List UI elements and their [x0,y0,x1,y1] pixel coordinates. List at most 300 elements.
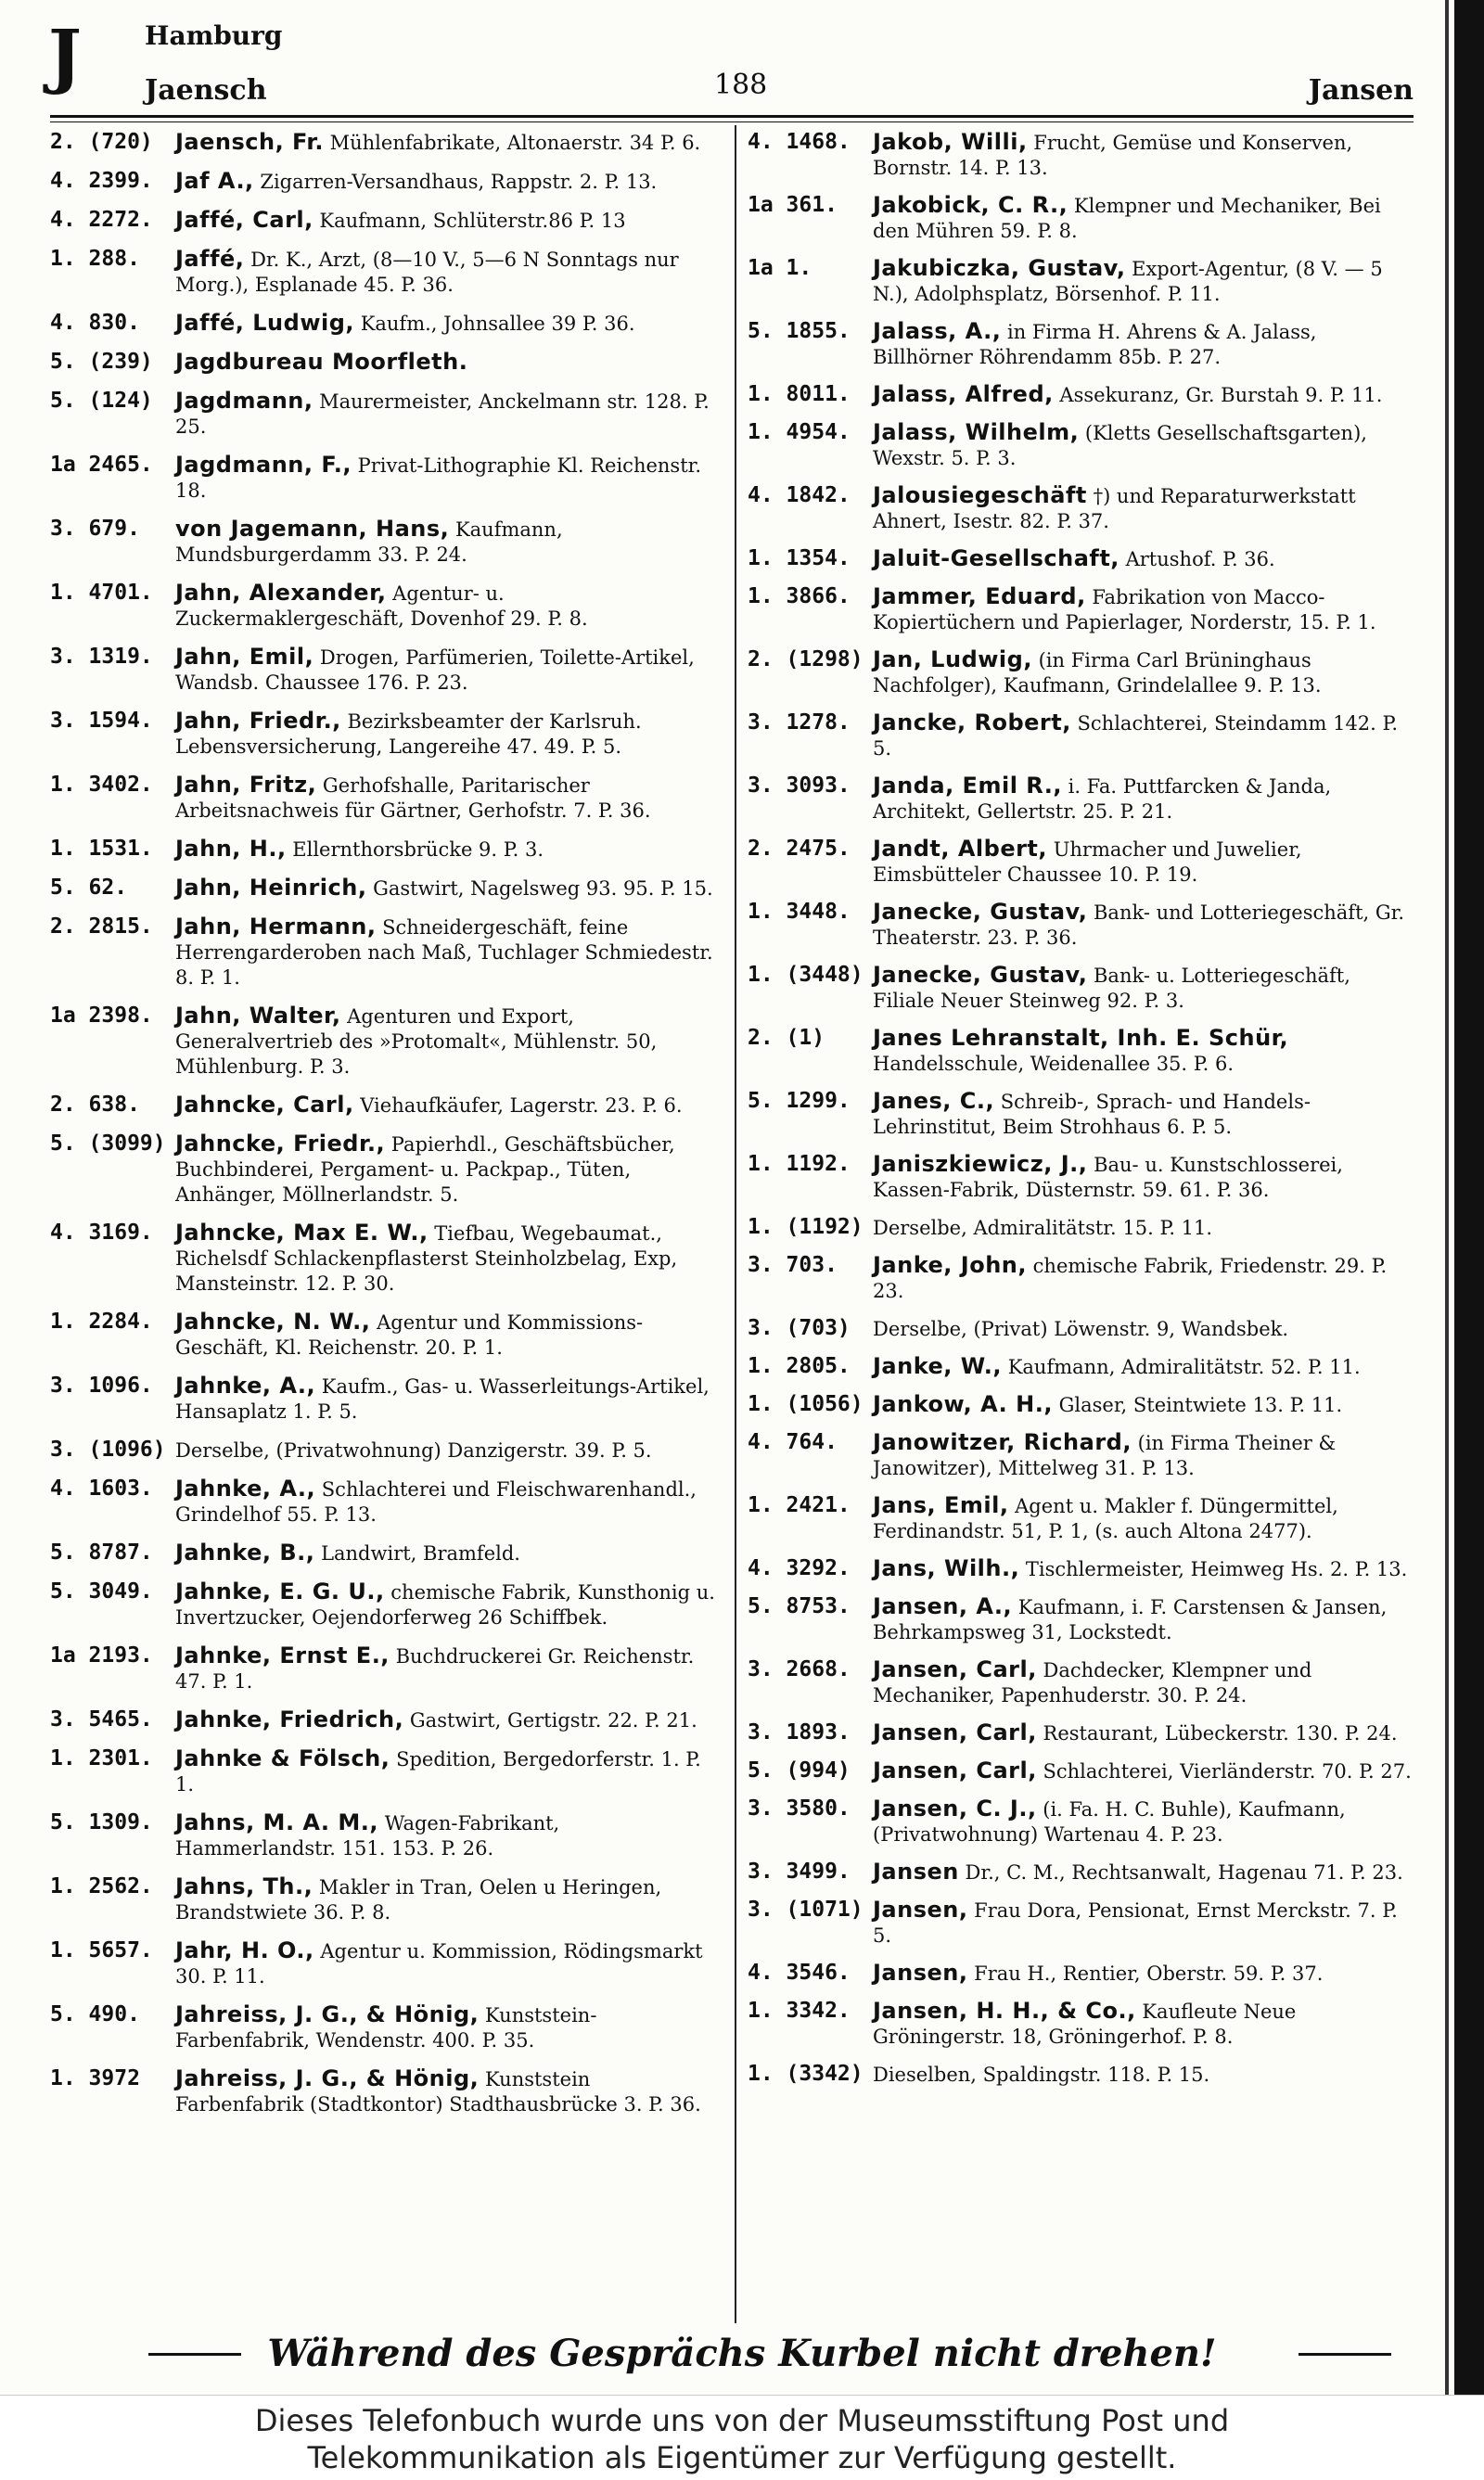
entry-name: Jahn, Heinrich, [175,875,367,901]
entry-details: Uhrmacher und Juwelier, Eimsbütteler Chaussee 10. P. 19. [873,838,1302,886]
entry-text [873,382,1415,408]
phone-number: 5. 3049. [50,1579,153,1604]
entry-details: Derselbe, Admiralitätstr. 15. P. 11. [873,1217,1213,1239]
entry-details: Agentur und Kommissions-Geschäft, Kl. Reichenstr. 20. P. 1. [175,1311,644,1359]
header-rule-thin [50,121,1414,122]
directory-entry [50,1476,718,1528]
phone-number: 5. 1309. [50,1810,153,1834]
entry-name: Jahr, H. O., [175,1937,314,1963]
directory-entry [50,350,718,376]
directory-entry [748,1961,1415,1987]
entry-text [873,837,1415,888]
entry-details: Makler in Tran, Oelen u Heringen, Brandstwiete 36. P. 8. [175,1876,662,1924]
phone-number: 5. (994) [748,1758,851,1783]
entry-name: Jaluit-Gesellschaft, [873,545,1119,571]
entry-name: Jagdmann, F., [175,452,352,478]
entry-text [175,1746,718,1797]
directory-entry [748,1657,1415,1708]
entry-text [175,389,718,440]
directory-entry [748,1152,1415,1203]
directory-entry [50,1810,718,1861]
entry-name: Janowitzer, Richard, [873,1429,1132,1455]
entry-name: Jahns, Th., [175,1873,313,1899]
entry-name: Jahn, Friedr., [175,708,341,734]
entry-name: Jans, Emil, [873,1492,1009,1518]
phone-number: 5. 1855. [748,319,851,343]
entry-name: Jahreiss, J. G., & Hönig, [175,2065,480,2091]
directory-entry [748,2062,1415,2088]
directory-entry [748,1253,1415,1304]
directory-entry [748,256,1415,307]
directory-entry [748,1758,1415,1784]
entry-text [873,1354,1415,1380]
phone-number: 1a 2398. [50,1004,153,1028]
phone-number: 1a 1. [748,256,812,280]
entry-text [175,311,718,337]
entry-name: Jalass, Alfred, [873,381,1054,407]
entry-details: chemische Fabrik, Friedenstr. 29. P. 23. [873,1255,1388,1302]
phone-number: 3. 3499. [748,1860,851,1884]
entry-details: (Kletts Gesellschaftsgarten), Wexstr. 5. P. 3. [873,422,1367,469]
entry-text [873,1999,1415,2050]
phone-number: 3. 2668. [748,1657,851,1681]
entry-text [873,1961,1415,1987]
directory-entry [50,645,718,696]
entry-details: Ellernthorsbrücke 9. P. 3. [286,838,544,861]
entry-name: Jakubiczka, Gustav, [873,255,1126,281]
directory-entry [50,1643,718,1694]
entry-text [873,1796,1415,1847]
phone-number: 1. 3448. [748,900,851,924]
phone-number: 3. 5465. [50,1707,153,1732]
directory-entry [50,311,718,337]
entry-name: Jahnke, B., [175,1540,315,1566]
phone-number: 1. 2562. [50,1874,153,1898]
entry-name: Jalass, Wilhelm, [873,419,1080,445]
directory-entry [748,837,1415,888]
entry-text [175,1643,718,1694]
entry-details: Kunststein Farbenfabrik (Stadtkontor) Stadthausbrücke 3. P. 36. [175,2068,701,2116]
entry-text [873,130,1415,181]
phone-number: 1. 5657. [50,1938,153,1962]
phone-number: 1. 4954. [748,420,851,444]
entry-name: Jansen, A., [873,1593,1013,1619]
page-edge-shadow [1454,0,1484,2395]
phone-number: 4. 3292. [748,1556,851,1580]
entry-name: Jahn, Emil, [175,644,314,670]
entry-text [873,546,1415,572]
directory-entry [748,1354,1415,1380]
entry-name: Jagdmann, [175,388,313,414]
entry-name: Jakob, Willi, [873,129,1028,155]
entry-name: Jahnke, E. G. U., [175,1579,385,1604]
entry-details: (i. Fa. H. C. Buhle), Kaufmann, (Privatwohnung) Wartenau 4. P. 23. [873,1798,1346,1846]
footer-notice: Während des Gesprächs Kurbel nicht drehen! [267,2332,1217,2375]
entry-details: Bank- u. Lotteriegeschäft, Filiale Neuer Steinweg 92. P. 3. [873,965,1350,1012]
phone-number: 1. 2421. [748,1493,851,1517]
entry-details: Kaufleute Neue Gröningerstr. 18, Gröningerhof. P. 8. [873,2001,1297,2048]
entry-name: Jahreiss, J. G., & Hönig, [175,2001,480,2027]
entry-text [175,773,718,824]
phone-number: 5. 1299. [748,1089,851,1113]
entry-name: Jansen, Carl, [873,1719,1037,1745]
entry-name: Jaf A., [175,168,254,194]
directory-entry [748,710,1415,761]
directory-entry [50,1093,718,1119]
phone-number: 3. 679. [50,517,140,541]
directory-entry [748,546,1415,572]
phone-number: 1. 1354. [748,546,851,570]
entry-details: Export-Agentur, (8 V. — 5 N.), Adolphsplatz, Börsenhof. P. 11. [873,258,1383,305]
entry-text [873,1657,1415,1708]
entry-details: Kaufmann, Admiralitätstr. 52. P. 11. [1002,1356,1361,1378]
directory-entry [50,169,718,195]
phone-number: 4. 1468. [748,130,851,154]
entry-details: Handelsschule, Weidenallee 35. P. 6. [873,1053,1235,1075]
phone-number: 5. 62. [50,876,128,900]
entry-details: Frau H., Rentier, Oberstr. 59. P. 37. [967,1962,1324,1985]
entry-text [175,1707,718,1733]
left-column [50,130,718,2130]
directory-entry [748,483,1415,534]
entry-details: Dieselben, Spaldingstr. 118. P. 15. [873,2064,1210,2086]
entry-text [873,963,1415,1014]
directory-entry [50,2066,718,2117]
entry-text [873,1026,1415,1077]
phone-number: 2. (1) [748,1026,825,1050]
entry-text [175,1093,718,1119]
directory-entry [50,1874,718,1925]
phone-number: 3. 1594. [50,709,153,733]
directory-entry [50,914,718,991]
entry-name: Jansen, [873,1897,968,1923]
directory-entry [748,1796,1415,1847]
directory-entry [748,1860,1415,1886]
phone-number: 2. 638. [50,1093,140,1117]
entry-details: Agent u. Makler f. Düngermittel, Ferdinandstr. 51, P. 1, (s. auch Altona 2477). [873,1495,1338,1542]
entry-text [873,1392,1415,1418]
phone-number: 3. 3093. [748,773,851,798]
directory-entry [50,2002,718,2053]
phone-number: 4. 3546. [748,1961,851,1985]
entry-details: in Firma H. Ahrens & A. Jalass, Billhörner Röhrendamm 85b. P. 27. [873,321,1317,368]
directory-entry [748,420,1415,471]
entry-text [175,1374,718,1425]
phone-number: 5. (124) [50,389,153,413]
phone-number: 5. (239) [50,350,153,374]
directory-entry [748,382,1415,408]
directory-entry [748,1215,1415,1241]
entry-details: Mühlenfabrikate, Altonaerstr. 34 P. 6. [323,132,701,154]
phone-number: 2. (720) [50,130,153,154]
entry-name: Jans, Wilh., [873,1555,1020,1581]
entry-text [175,645,718,696]
entry-name: Jalass, A., [873,318,1002,344]
entry-text [175,581,718,632]
entry-details: Tischlermeister, Heimweg Hs. 2. P. 13. [1019,1558,1408,1580]
entry-name: Jahnke, A., [175,1373,316,1399]
phone-number: 1. 2284. [50,1310,153,1334]
entry-details: Kaufmann, Schlüterstr.86 P. 13 [313,210,626,232]
entry-text [175,1476,718,1528]
phone-number: 2. 2475. [748,837,851,861]
directory-entry [50,1131,718,1208]
entry-details: Agentur u. Kommission, Rödingsmarkt 30. P. 11. [175,1940,703,1988]
entry-text [175,1874,718,1925]
entry-details: Maurermeister, Anckelmann str. 128. P. 25. [175,390,710,438]
entry-details: Kaufmann, Mundsburgerdamm 33. P. 24. [175,518,563,566]
entry-name: Janda, Emil R., [873,773,1062,799]
entry-name: Jahncke, Max E. W., [175,1220,429,1246]
phone-number: 1. 8011. [748,382,851,406]
entry-details: Landwirt, Bramfeld. [314,1542,520,1565]
entry-details: Schlachterei, Steindamm 142. P. 5. [873,712,1399,760]
entry-text [873,1594,1415,1645]
directory-entry [748,130,1415,181]
entry-details: Schlachterei und Fleischwarenhandl., Grindelhof 55. P. 13. [175,1478,697,1526]
entry-details: Zigarren-Versandhaus, Rappstr. 2. P. 13. [253,171,658,193]
entry-details: Papierhdl., Geschäftsbücher, Buchbinderei, Pergament- u. Packpap., Tüten, Anhänger, Möllnerlandstr. 5. [175,1133,675,1206]
phone-number: 3. 1319. [50,645,153,669]
directory-entry [50,1579,718,1630]
directory-entry [748,1493,1415,1544]
entry-text [873,1556,1415,1582]
entry-text [873,1215,1415,1241]
phone-number: 1. 1531. [50,837,153,861]
entry-details: i. Fa. Puttfarcken & Janda, Architekt, Gellertstr. 25. P. 21. [873,775,1332,823]
section-letter: J [48,14,82,96]
entry-name: Janke, W., [873,1353,1003,1379]
entry-details: Dr., C. M., Rechtsanwalt, Hagenau 71. P. 23. [958,1861,1403,1884]
phone-number: 3. (703) [748,1316,851,1340]
entry-name: Janke, John, [873,1252,1027,1278]
entry-name: Jansen, Carl, [873,1758,1037,1783]
directory-entry [50,1746,718,1797]
directory-entry [50,208,718,234]
entry-details: (in Firma Carl Brüninghaus Nachfolger), Kaufmann, Grindelallee 9. P. 13. [873,649,1322,697]
entry-name: Jansen, Carl, [873,1656,1037,1682]
header-city: Hamburg [145,20,283,51]
directory-entry [748,319,1415,370]
entry-details: Frau Dora, Pensionat, Ernst Merckstr. 7. P. 5. [873,1899,1398,1947]
entry-details: Privat-Lithographie Kl. Reichenstr. 18. [175,454,702,502]
phone-number: 2. 2815. [50,914,153,939]
entry-details: Buchdruckerei Gr. Reichenstr. 47. P. 1. [175,1645,695,1693]
entry-name: Jan, Ludwig, [873,646,1032,672]
entry-text [175,208,718,234]
directory-entry [50,1004,718,1080]
directory-entry [748,1556,1415,1582]
directory-entry [748,1316,1415,1342]
phone-number: 3. 3580. [748,1796,851,1821]
entry-name: Jahnke, Friedrich, [175,1707,404,1732]
entry-text [873,1860,1415,1886]
directory-entry [748,1594,1415,1645]
phone-number: 1. 288. [50,247,140,271]
entry-details: Kunststein-Farbenfabrik, Wendenstr. 400. P. 35. [175,2004,597,2052]
entry-name: Jahn, Alexander, [175,580,387,606]
phone-number: 1. 2805. [748,1354,851,1378]
phone-number: 5. 8787. [50,1540,153,1565]
entry-text [175,1131,718,1208]
entry-details: Bezirksbeamter der Karlsruh. Lebensversicherung, Langereihe 47. 49. P. 5. [175,710,642,758]
entry-text [873,193,1415,244]
entry-text [873,1898,1415,1949]
phone-number: 1. (3448) [748,963,864,987]
entry-name: Jahncke, Carl, [175,1092,354,1118]
entry-name: Jahnke, A., [175,1476,316,1502]
entry-name: Janes, C., [873,1088,995,1114]
entry-name: Jankow, A. H., [873,1391,1053,1417]
entry-text [873,1152,1415,1203]
phone-number: 5. 8753. [748,1594,851,1618]
entry-text [175,2066,718,2117]
entry-text [175,914,718,991]
directory-entry [748,193,1415,244]
entry-text [175,1540,718,1566]
directory-entry [748,584,1415,635]
entry-details: chemische Fabrik, Kunsthonig u. Invertzucker, Oejendorferweg 26 Schiffbek. [175,1581,715,1629]
entry-details: Kaufm., Johnsallee 39 P. 36. [354,313,635,335]
phone-number: 1. (3342) [748,2062,864,2086]
entry-details: Derselbe, (Privat) Löwenstr. 9, Wandsbek. [873,1318,1289,1340]
entry-text [873,1089,1415,1140]
entry-text [175,1310,718,1361]
entry-text [175,2002,718,2053]
phone-number: 4. 1603. [50,1476,153,1501]
directory-entry [50,130,718,156]
entry-name: Janecke, Gustav, [873,899,1088,925]
entry-details: Frucht, Gemüse und Konserven, Bornstr. 14. P. 13. [873,132,1353,179]
phone-number: 3. (1071) [748,1898,864,1922]
directory-entry [50,1221,718,1297]
directory-entry [50,581,718,632]
phone-number: 4. 830. [50,311,140,335]
entry-text [873,900,1415,951]
entry-name: Jaffé, [175,246,245,272]
entry-details: Gerhofshalle, Paritarischer Arbeitsnachweis für Gärtner, Gerhofstr. 7. P. 36. [175,774,651,822]
entry-details: Klempner und Mechaniker, Bei den Mühren 59. P. 8. [873,195,1381,242]
directory-entry [50,1438,718,1464]
entry-details: Dachdecker, Klempner und Mechaniker, Papenhuderstr. 30. P. 24. [873,1659,1312,1707]
entry-text [873,773,1415,825]
directory-entry [748,900,1415,951]
entry-details: Agenturen und Export, Generalvertrieb des »Protomalt«, Mühlenstr. 50, Mühlenburg. P. 3. [175,1005,658,1078]
entry-name: Jahncke, N. W., [175,1309,371,1335]
header-last-entry: Jansen [1308,74,1414,107]
directory-entry [50,1938,718,1989]
entry-details: Artushof. P. 36. [1119,548,1275,570]
phone-number: 1a 2465. [50,453,153,477]
phone-number: 1a 361. [748,193,838,217]
phone-number: 3. 1278. [748,710,851,735]
entry-text [873,2062,1415,2088]
entry-name: Jandt, Albert, [873,836,1048,862]
entry-text [873,1758,1415,1784]
entry-name: Jaffé, Carl, [175,207,313,233]
entry-name: Jancke, Robert, [873,709,1071,735]
entry-text [175,1004,718,1080]
entry-text [873,710,1415,761]
entry-text [175,169,718,195]
entry-text [175,837,718,863]
entry-text [175,876,718,901]
entry-details: Schneidergeschäft, feine Herrengarderoben nach Maß, Tuchlager Schmiedestr. 8. P. 1. [175,916,713,989]
entry-text [175,1221,718,1297]
directory-entry [50,517,718,568]
entry-text [873,647,1415,698]
phone-number: 4. 1842. [748,483,851,507]
entry-text [175,350,718,376]
entry-text [175,517,718,568]
entry-text [873,420,1415,471]
entry-details: †) und Reparaturwerkstatt Ahnert, Isestr. 82. P. 37. [873,485,1356,532]
directory-entry [748,1392,1415,1418]
phone-number: 1. 4701. [50,581,153,605]
phone-number: 4. 764. [748,1430,838,1454]
credit-bar [0,2395,1484,2480]
directory-entry [748,1026,1415,1077]
entry-name: Jahn, H., [175,836,287,862]
entry-details: Fabrikation von Macco-Kopiertüchern und Papierlager, Norderstr, 15. P. 1. [873,586,1376,633]
entry-name: Jansen, [873,1960,968,1986]
entry-details: Schreib-, Sprach- und Handels-Lehrinstitut, Beim Strohhaus 6. P. 5. [873,1091,1311,1138]
entry-name: Jansen, H. H., & Co., [873,1998,1136,2024]
phone-number: 2. (1298) [748,647,864,671]
entry-details: Drogen, Parfümerien, Toilette-Artikel, Wandsb. Chaussee 176. P. 23. [175,646,695,694]
entry-details: Kaufm., Gas- u. Wasserleitungs-Artikel, Hansaplatz 1. P. 5. [175,1375,710,1423]
entry-text [873,483,1415,534]
entry-details: Bau- u. Kunstschlosserei, Kassen-Fabrik, Düsternstr. 59. 61. P. 36. [873,1154,1343,1201]
entry-details: Glaser, Steintwiete 13. P. 11. [1052,1394,1343,1416]
entry-text [175,709,718,760]
page-number: 188 [714,69,768,101]
phone-number: 1. 3402. [50,773,153,797]
directory-entry [50,773,718,824]
credit-line-2: Telekommunikation als Eigentümer zur Verfügung gestellt. [307,2440,1177,2475]
entry-details: Tiefbau, Wegebaumat., Richelsdf Schlackenpflasterst Steinholzbelag, Exp, Mansteinstr. 12. P. 30. [175,1222,678,1295]
entry-text [873,584,1415,635]
directory-entry [50,1374,718,1425]
phone-number: 3. (1096) [50,1438,166,1462]
entry-name: Janecke, Gustav, [873,962,1088,988]
entry-name: Jahnke & Fölsch, [175,1745,390,1771]
phone-number: 5. (3099) [50,1131,166,1156]
credit-line-1: Dieses Telefonbuch wurde uns von der Museumsstiftung Post und [254,2403,1230,2438]
directory-entry [748,1999,1415,2050]
directory-entry [748,1898,1415,1949]
phone-number: 1. 3972 [50,2066,140,2090]
entry-name: Jahns, M. A. M., [175,1809,379,1835]
entry-details: Schlachterei, Vierländerstr. 70. P. 27. [1036,1760,1412,1783]
directory-entry [50,1310,718,1361]
entry-name: Jahn, Walter, [175,1003,341,1029]
directory-entry [50,389,718,440]
directory-entry [748,1720,1415,1746]
entry-name: Janes Lehranstalt, Inh. E. Schür, [873,1025,1289,1051]
header-first-entry: Jaensch [145,74,267,107]
directory-entry [748,963,1415,1014]
entry-name: Jakobick, C. R., [873,192,1068,218]
entry-details: Dr. K., Arzt, (8—10 V., 5—6 N Sonntags nur Morg.), Esplanade 45. P. 36. [175,249,679,296]
directory-entry [50,453,718,504]
entry-name: Jaffé, Ludwig, [175,310,355,336]
phone-number: 1a 2193. [50,1643,153,1668]
entry-details: Spedition, Bergedorferstr. 1. P. 1. [175,1748,701,1796]
phone-number: 1. 3342. [748,1999,851,2023]
phone-number: 1. (1056) [748,1392,864,1416]
entry-details: Agentur- u. Zuckermaklergeschäft, Dovenhof 29. P. 8. [175,582,588,630]
